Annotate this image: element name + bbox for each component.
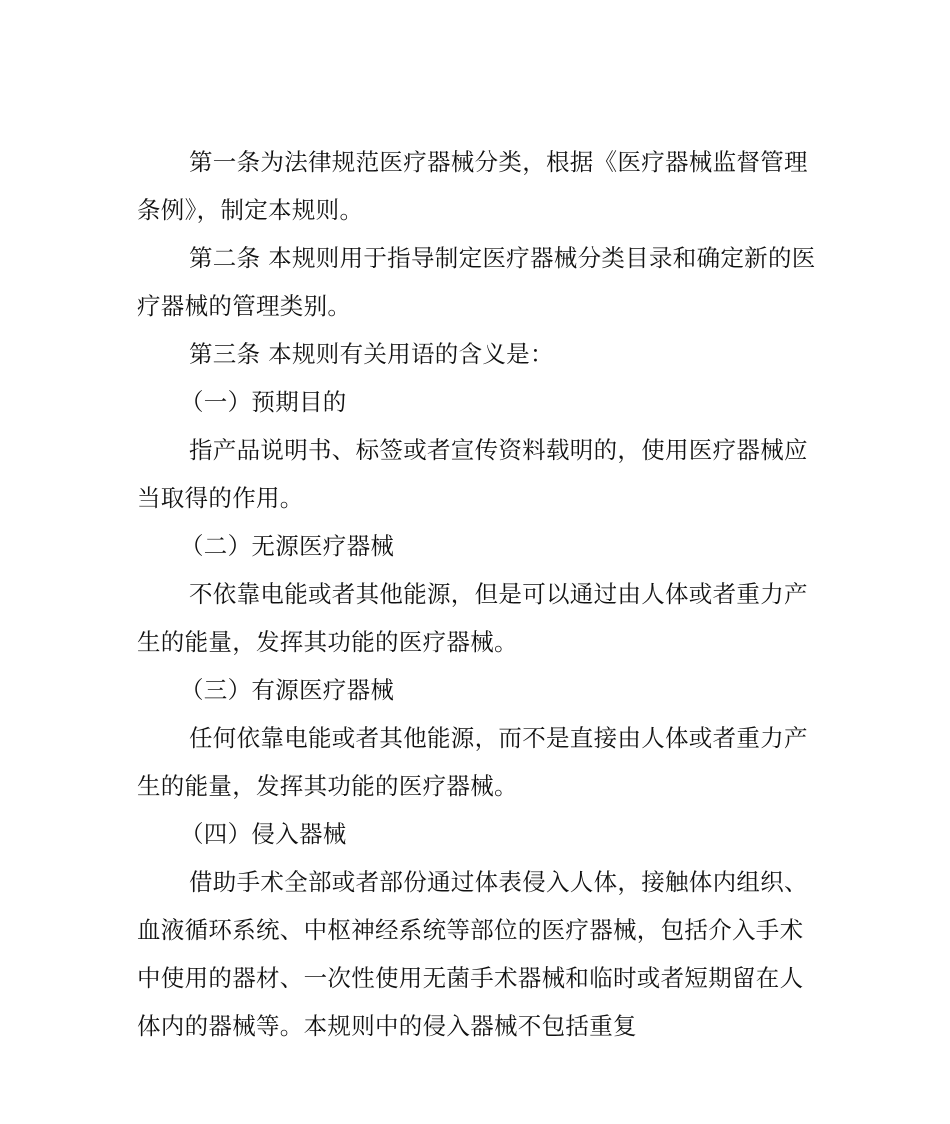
term-definition-1: 指产品说明书、标签或者宣传资料载明的，使用医疗器械应当取得的作用。 xyxy=(137,436,808,512)
term-heading-1: （一）预期目的 xyxy=(180,388,347,416)
term-heading-2: （二）无源医疗器械 xyxy=(180,532,395,560)
term-heading-3: （三）有源医疗器械 xyxy=(180,676,395,704)
document-body xyxy=(137,138,827,1050)
article-1: 第一条为法律规范医疗器械分类，根据《医疗器械监督管理条例》，制定本规则。 xyxy=(137,148,808,224)
term-definition-4: 借助手术全部或者部份通过体表侵入人体，接触体内组织、血液循环系统、中枢神经系统等部位的医疗器械，包括介入手术中使用的器材、一次性使用无菌手术器械和临时或者短期留在人体内的器械等。本规则中的侵入器械不包括重复 xyxy=(137,868,808,1040)
term-definition-2: 不依靠电能或者其他能源，但是可以通过由人体或者重力产生的能量，发挥其功能的医疗器械。 xyxy=(137,580,808,656)
term-heading-4: （四）侵入器械 xyxy=(180,820,347,848)
term-definition-3: 任何依靠电能或者其他能源，而不是直接由人体或者重力产生的能量，发挥其功能的医疗器械。 xyxy=(137,724,808,800)
article-3: 第三条 本规则有关用语的含义是： xyxy=(189,340,554,368)
article-2: 第二条 本规则用于指导制定医疗器械分类目录和确定新的医疗器械的管理类别。 xyxy=(137,244,816,320)
